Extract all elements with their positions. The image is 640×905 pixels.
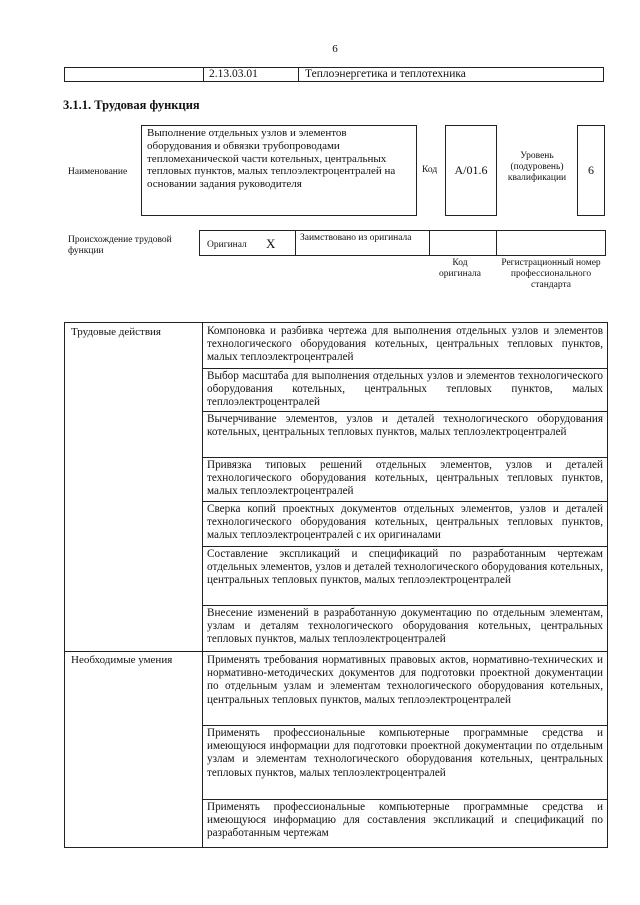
code-original-caption: Код оригинала — [439, 258, 481, 279]
required-skills-label: Необходимые умения — [71, 654, 173, 666]
required-skill-item: Применять профессиональные компьютерные программные средства и имеющуюся информации для подготовки проектной документации по отдельным узлам и элементам технологического оборудования котельных, центральных тепловых пунктов, малых теплоэлектроцентралей — [207, 727, 603, 779]
code-label: Код — [422, 165, 438, 175]
borrowed-label: Заимствовано из оригинала — [300, 233, 412, 243]
level-box — [577, 125, 605, 216]
origin-label: Происхождение трудовой функции — [68, 235, 172, 256]
reference-name: Теплоэнергетика и теплотехника — [305, 68, 466, 80]
labor-action-item: Составление экспликаций и спецификаций по разработанным чертежам отдельных элементов, узлов и деталей технологического оборудования котельных, центральных тепловых пунктов, малых теплоэлектроцентралей — [207, 548, 603, 587]
labor-action-item: Привязка типовых решений отдельных элементов, узлов и деталей технологического оборудования котельных, центральных тепловых пунктов, малых теплоэлектроцентралей — [207, 459, 603, 498]
function-name-box — [141, 125, 417, 216]
labor-action-item: Вычерчивание элементов, узлов и деталей технологического оборудования котельных, центральных тепловых пунктов, малых теплоэлектроцентралей — [207, 413, 603, 439]
required-skill-item: Применять профессиональные компьютерные программные средства и имеющуюся информацию для составления экспликаций и спецификаций по разработанным чертежам — [207, 801, 603, 840]
function-name: Выполнение отдельных узлов и элементов оборудования и обвязки трубопроводами тепломеханической части котельных, центральных тепловых пунктов, малых теплоэлектроцентралей на основании задания руководителя — [147, 127, 396, 191]
name-label: Наименование — [68, 167, 128, 177]
original-label: Оригинал — [207, 240, 247, 250]
labor-action-item: Выбор масштаба для выполнения отдельных узлов и элементов технологического оборудования котельных, центральных тепловых пунктов, малых теплоэлектроцентралей — [207, 370, 603, 409]
section-title: 3.1.1. Трудовая функция — [63, 98, 200, 112]
reference-table — [64, 67, 604, 82]
main-table — [64, 322, 608, 848]
level-value: 6 — [588, 163, 594, 177]
reference-code: 2.13.03.01 — [209, 68, 258, 80]
code-value: A/01.6 — [454, 163, 488, 177]
origin-table — [199, 230, 606, 256]
labor-action-item: Внесение изменений в разработанную документацию по отдельным элементам, узлам и деталям технологического оборудования котельных, центральных тепловых пунктов, малых теплоэлектроцентралей — [207, 607, 603, 646]
labor-action-item: Компоновка и разбивка чертежа для выполнения отдельных узлов и элементов технологического оборудования котельных, центральных тепловых пунктов, малых теплоэлектроцентралей — [207, 325, 603, 364]
level-label: Уровень (подуровень) квалификации — [507, 151, 567, 183]
original-mark: X — [266, 236, 276, 251]
labor-actions-label: Трудовые действия — [71, 326, 161, 338]
labor-action-item: Сверка копий проектных документов отдельных элементов, узлов и деталей технологического оборудования котельных, центральных тепловых пунктов, малых теплоэлектроцентралей с их оригиналами — [207, 503, 603, 542]
code-box — [445, 125, 497, 216]
required-skill-item: Применять требования нормативных правовых актов, нормативно-технических и нормативно-методических документов для подготовки проектной документации по отдельным узлам и элементам технологического оборудования котельных, центральных тепловых пунктов, малых теплоэлектроцентралей — [207, 654, 603, 706]
page-number: 6 — [332, 43, 338, 55]
registration-caption: Регистрационный номер профессионального стандарта — [501, 258, 601, 290]
